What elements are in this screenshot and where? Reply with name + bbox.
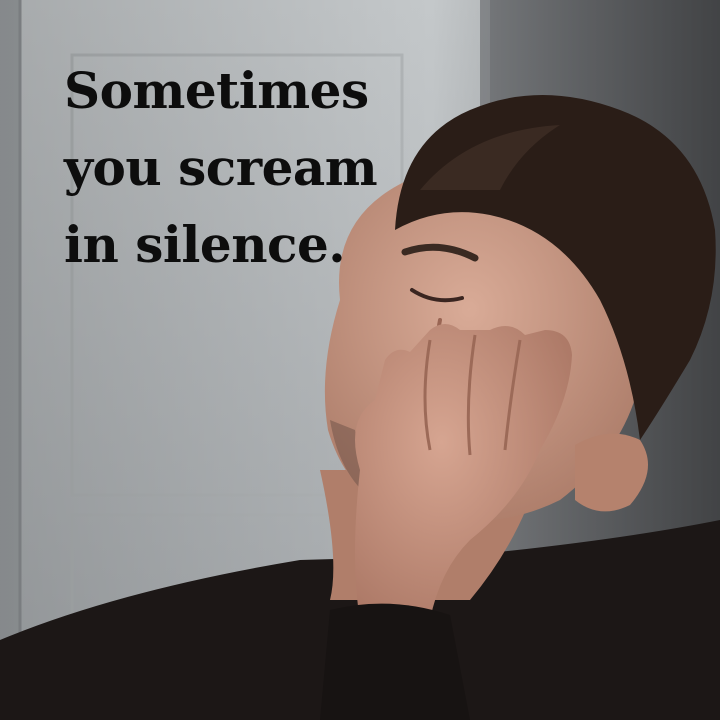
quote-text: [64, 52, 424, 283]
sleeve: [320, 604, 470, 720]
quote-line-1: Sometimes: [64, 61, 369, 120]
quote-line-3: in silence.: [64, 215, 346, 274]
quote-line-2: you scream: [64, 138, 378, 197]
